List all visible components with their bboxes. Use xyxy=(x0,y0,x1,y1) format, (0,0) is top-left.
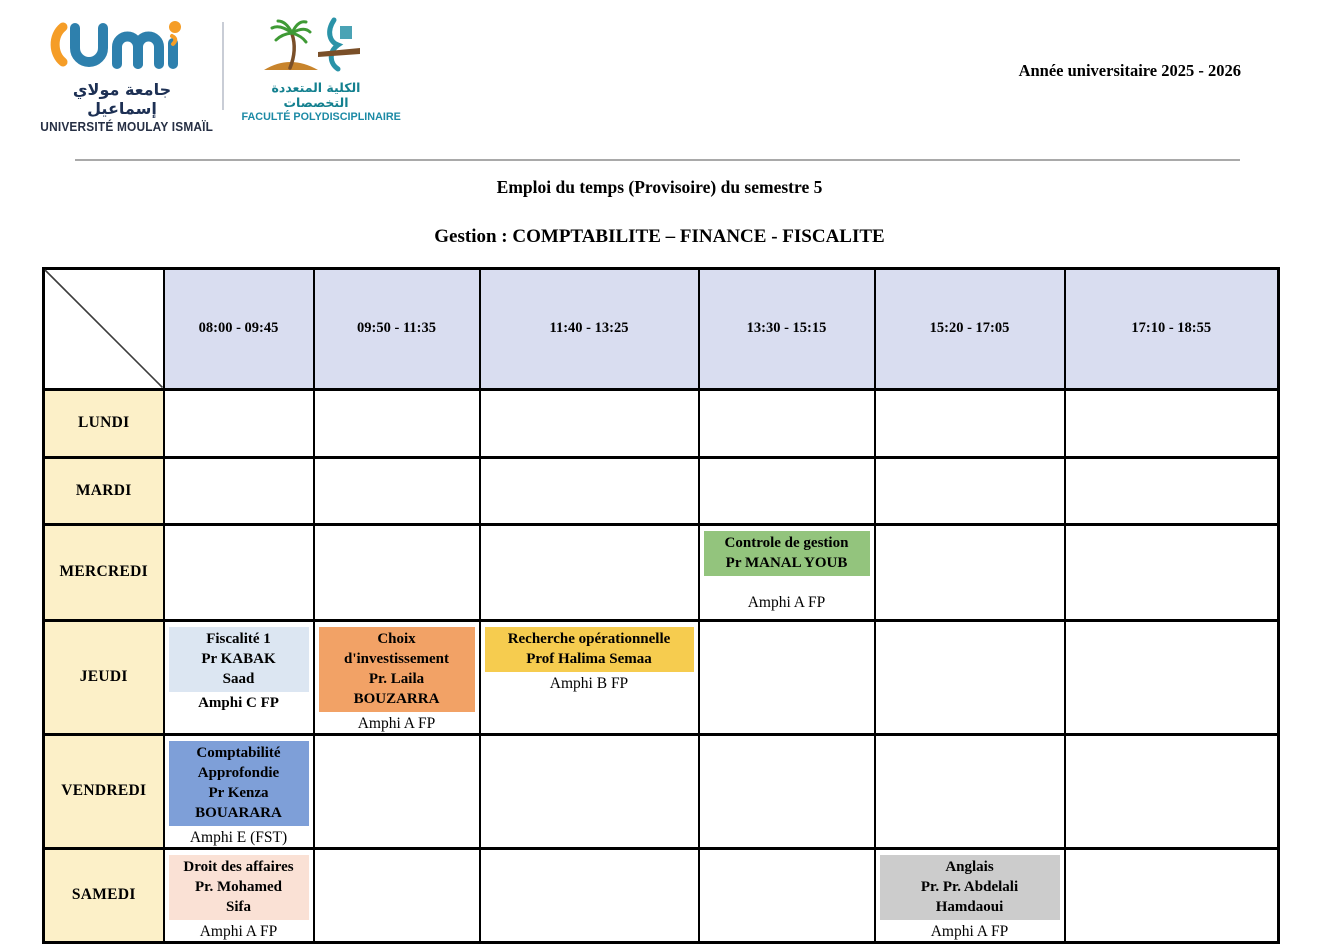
course-line: Saad xyxy=(222,670,255,687)
day-cell-mardi: MARDI xyxy=(44,457,164,524)
schedule-cell-mercredi-4 xyxy=(875,524,1065,620)
schedule-cell-mercredi-1 xyxy=(314,524,480,620)
room-label: Amphi A FP xyxy=(199,922,278,940)
course-block xyxy=(169,627,309,692)
academic-year-label: Année universitaire 2025 - 2026 xyxy=(1018,61,1241,80)
course-line: Droit des affaires xyxy=(183,858,294,875)
schedule-cell-mardi-0 xyxy=(164,457,314,524)
page-subtitle: Gestion : COMPTABILITE – FINANCE - FISCALITE xyxy=(434,226,885,247)
schedule-cell-mardi-3 xyxy=(699,457,875,524)
course-line: d'investissement xyxy=(344,650,449,667)
schedule-cell-vendredi-1 xyxy=(314,734,480,848)
schedule-cell-vendredi-3 xyxy=(699,734,875,848)
schedule-cell-samedi-2 xyxy=(480,848,699,942)
schedule-cell-jeudi-4 xyxy=(875,620,1065,734)
time-slot-header-4: 15:20 - 17:05 xyxy=(875,269,1065,390)
course-block xyxy=(169,741,309,826)
schedule-cell-mercredi-3 xyxy=(699,524,875,620)
schedule-cell-jeudi-5 xyxy=(1065,620,1279,734)
room-label: Amphi A FP xyxy=(930,922,1009,940)
palm-tree-icon xyxy=(256,16,376,74)
room-label: Amphi A FP xyxy=(357,714,436,732)
course-line: Pr. Laila xyxy=(368,670,425,687)
schedule-cell-lundi-2 xyxy=(480,389,699,457)
course-line: Recherche opérationnelle xyxy=(507,630,671,647)
time-slot-header-0: 08:00 - 09:45 xyxy=(164,269,314,390)
course-line: Pr. Mohamed xyxy=(195,878,282,895)
course-line: Fiscalité 1 xyxy=(206,630,271,647)
faculty-logo xyxy=(240,16,401,123)
schedule-cell-mardi-4 xyxy=(875,457,1065,524)
day-cell-lundi: LUNDI xyxy=(44,389,164,457)
schedule-cell-mardi-1 xyxy=(314,457,480,524)
schedule-cell-samedi-5 xyxy=(1065,848,1279,942)
day-cell-vendredi: VENDREDI xyxy=(44,734,164,848)
schedule-cell-mardi-2 xyxy=(480,457,699,524)
timetable-row-vendredi xyxy=(44,734,1279,848)
umi-latin-name: UNIVERSITÉ MOULAY ISMAÏL xyxy=(40,120,214,134)
schedule-cell-jeudi-1 xyxy=(314,620,480,734)
room-label: Amphi C FP xyxy=(198,694,279,711)
course-line: Pr KABAK xyxy=(201,650,276,667)
schedule-cell-lundi-4 xyxy=(875,389,1065,457)
room-label: Amphi E (FST) xyxy=(189,828,288,846)
course-line: BOUZARRA xyxy=(353,690,440,707)
time-slot-header-1: 09:50 - 11:35 xyxy=(314,269,480,390)
schedule-cell-jeudi-2 xyxy=(480,620,699,734)
schedule-cell-mercredi-0 xyxy=(164,524,314,620)
schedule-cell-jeudi-3 xyxy=(699,620,875,734)
timetable-row-samedi xyxy=(44,848,1279,942)
umi-arabic-name: جامعة مولاي إسماعيل xyxy=(72,80,172,118)
course-block xyxy=(485,627,694,672)
time-slot-header-5: 17:10 - 18:55 xyxy=(1065,269,1279,390)
time-slot-header-3: 13:30 - 15:15 xyxy=(699,269,875,390)
room-label: Amphi A FP xyxy=(747,593,826,611)
schedule-cell-vendredi-0 xyxy=(164,734,314,848)
course-line: Anglais xyxy=(945,858,994,875)
course-line: Prof Halima Semaa xyxy=(526,650,652,667)
course-line: Pr MANAL YOUB xyxy=(725,554,848,571)
schedule-cell-samedi-4 xyxy=(875,848,1065,942)
umi-wordmark-icon xyxy=(47,16,197,74)
course-line: Sifa xyxy=(225,898,251,915)
timetable-row-lundi xyxy=(44,389,1279,457)
day-cell-samedi: SAMEDI xyxy=(44,848,164,942)
schedule-cell-lundi-0 xyxy=(164,389,314,457)
time-slot-header-2: 11:40 - 13:25 xyxy=(480,269,699,390)
day-cell-jeudi: JEUDI xyxy=(44,620,164,734)
course-block xyxy=(704,531,870,576)
schedule-cell-samedi-0 xyxy=(164,848,314,942)
course-block xyxy=(169,855,309,920)
course-block xyxy=(319,627,475,712)
faculty-arabic-name: الكلية المتعددة التخصصات xyxy=(271,80,361,110)
schedule-cell-lundi-1 xyxy=(314,389,480,457)
diagonal-line xyxy=(45,270,163,388)
horizontal-rule xyxy=(75,159,1240,161)
schedule-cell-samedi-1 xyxy=(314,848,480,942)
timetable-row-mercredi xyxy=(44,524,1279,620)
course-line: Comptabilité xyxy=(196,744,281,761)
course-line: Pr. Pr. Abdelali xyxy=(920,878,1019,895)
umi-logo xyxy=(36,16,214,134)
schedule-cell-samedi-3 xyxy=(699,848,875,942)
course-line: Controle de gestion xyxy=(724,534,849,551)
timetable-row-jeudi xyxy=(44,620,1279,734)
room-label: Amphi B FP xyxy=(549,674,629,692)
schedule-cell-mercredi-5 xyxy=(1065,524,1279,620)
logo-area xyxy=(36,16,401,134)
timetable-row-mardi xyxy=(44,457,1279,524)
course-line: Choix xyxy=(377,630,416,647)
schedule-cell-lundi-5 xyxy=(1065,389,1279,457)
schedule-cell-vendredi-2 xyxy=(480,734,699,848)
course-line: BOUARARA xyxy=(195,804,282,821)
course-line: Approfondie xyxy=(197,764,280,781)
course-line: Pr Kenza xyxy=(208,784,269,801)
day-cell-mercredi: MERCREDI xyxy=(44,524,164,620)
course-line: Hamdaoui xyxy=(935,898,1004,915)
schedule-cell-vendredi-5 xyxy=(1065,734,1279,848)
course-block xyxy=(880,855,1060,920)
schedule-cell-lundi-3 xyxy=(699,389,875,457)
page-title: Emploi du temps (Provisoire) du semestre 5 xyxy=(496,177,823,197)
schedule-cell-mardi-5 xyxy=(1065,457,1279,524)
schedule-cell-jeudi-0 xyxy=(164,620,314,734)
corner-cell xyxy=(44,269,164,390)
faculty-latin-name: FACULTÉ POLYDISCIPLINAIRE xyxy=(241,111,401,123)
timetable xyxy=(42,267,1280,944)
schedule-cell-mercredi-2 xyxy=(480,524,699,620)
schedule-cell-vendredi-4 xyxy=(875,734,1065,848)
logo-divider xyxy=(222,22,224,110)
